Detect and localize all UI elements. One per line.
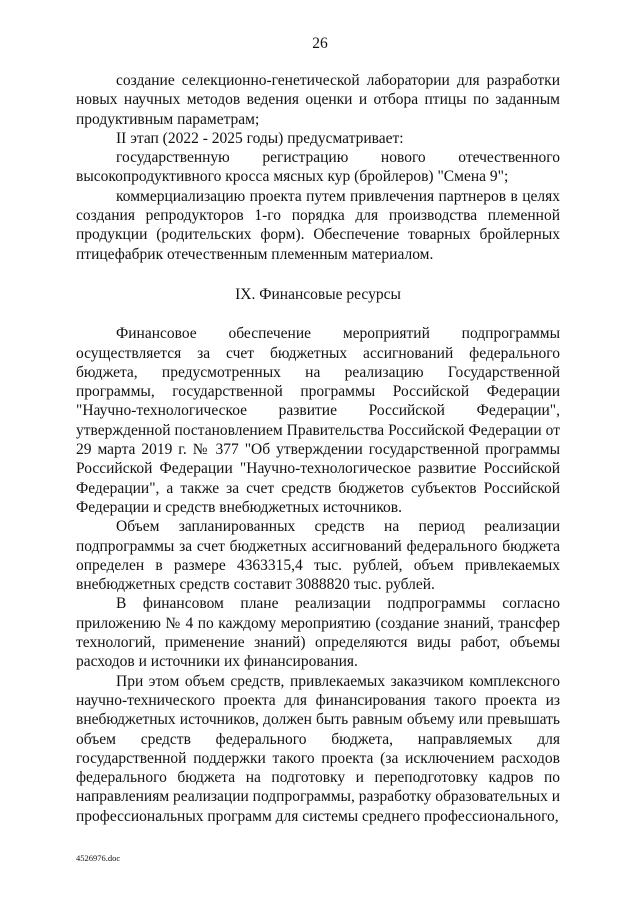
section-heading: IX. Финансовые ресурсы	[235, 285, 401, 303]
document-body	[76, 71, 560, 826]
paragraph-volume: Объем запланированных средств на период реализации подпрограммы за счет бюджетных ассигнований федерального бюджета определен в размере 4363315,4 тыс. рублей, объем привлекаемых внебюджетных средств составит 3088820 тыс. рублей.	[76, 518, 560, 594]
document-filename: 4526976.doc	[76, 853, 121, 863]
paragraph-financing: Финансовое обеспечение мероприятий подпрограммы осуществляется за счет бюджетных ассигнований федерального бюджета, предусмотренных на реализацию Государственной программы, государственной программы Российской Федерации "Научно-технологическое развитие Российской Федерации", утвержденной постановлением Правительства Российской Федерации от 29 марта 2019 г. № 377 "Об утверждении государственной программы Российской Федерации "Научно-технологическое развитие Российской Федерации", а также за счет средств бюджетов субъектов Российской Федерации и средств внебюджетных источников.	[76, 325, 560, 516]
paragraph-commercialization: коммерциализацию проекта путем привлечения партнеров в целях создания репродукторов 1-го порядка для производства племенной продукции (родительских форм). Обеспечение товарных бройлерных птицефабрик отечественным племенным материалом.	[76, 187, 560, 263]
paragraph-financial-plan: В финансовом плане реализации подпрограммы согласно приложению № 4 по каждому мероприятию (создание знаний, трансфер технологий, применение знаний) определяются виды работ, объемы расходов и источники их финансирования.	[76, 595, 560, 671]
paragraph-lab: создание селекционно-генетической лаборатории для разработки новых научных методов ведения оценки и отбора птицы по заданным продуктивным параметрам;	[76, 72, 560, 128]
paragraph-registration: государственную регистрацию нового отечественного высокопродуктивного кросса мясных кур (бройлеров) "Смена 9";	[76, 149, 560, 186]
paragraph-stage-2: II этап (2022 - 2025 годы) предусматривает:	[116, 129, 404, 147]
page-number: 26	[312, 35, 328, 52]
paragraph-extrabudgetary: При этом объем средств, привлекаемых заказчиком комплексного научно-технического проекта для финансирования такого проекта из внебюджетных источников, должен быть равным объему или превышать объем средств федерального бюджета, направляемых для государственной поддержки такого проекта (за исключением расходов федерального бюджета на подготовку и переподготовку кадров по направлениям реализации подпрограммы, разработку образовательных и профессиональных программ для системы среднего профессионального,	[76, 672, 560, 825]
